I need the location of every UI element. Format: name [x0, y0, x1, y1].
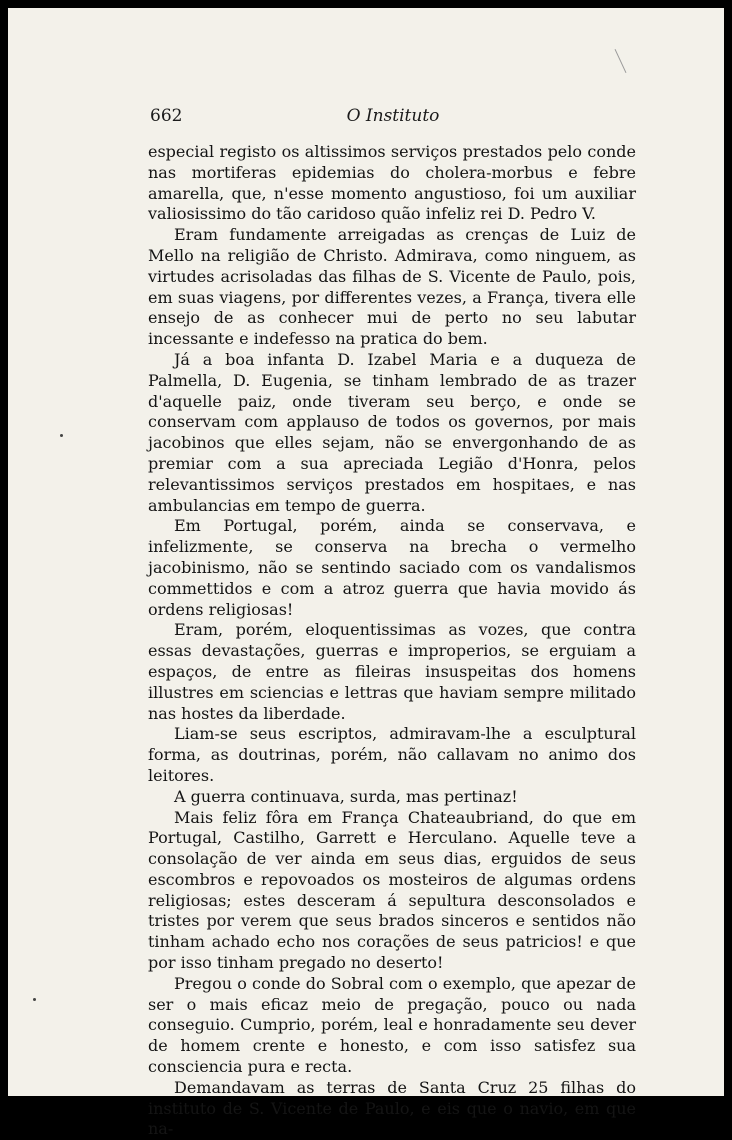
paragraph: especial registo os altissimos serviços prestados pelo conde nas mortiferas epidemias do cholera-morbus e febre amarella, que, n'esse momento angustioso, foi um auxiliar valiosissimo do tão caridoso quão infeliz rei D. Pedro V. [148, 142, 636, 224]
paragraph: Eram, porém, eloquentissimas as vozes, que contra essas devastações, guerras e improperios, se erguiam a espaços, de entre as fileiras insuspeitas dos homens illustres em sciencias e lettras que haviam sempre militado nas hostes da liberdade. [148, 620, 636, 723]
page-header [150, 106, 636, 130]
page-number: 662 [150, 106, 183, 126]
paragraph: Em Portugal, porém, ainda se conservava, e infelizmente, se conserva na brecha o vermelho jacobinismo, não se sentindo saciado com os vandalismos commettidos e com a atroz guerra que havia movido ás ordens religiosas! [148, 516, 636, 619]
paragraph: Já a boa infanta D. Izabel Maria e a duqueza de Palmella, D. Eugenia, se tinham lembrado de as trazer d'aquelle paiz, onde tiveram seu berço, e onde se conservam com applauso de todos os governos, por mais jacobinos que elles sejam, não se envergonhando de as premiar com a sua apreciada Legião d'Honra, pelos relevantissimos serviços prestados em hospitaes, e nas ambulancias em tempo de guerra. [148, 349, 636, 515]
paragraph: Liam-se seus escriptos, admiravam-lhe a esculptural forma, as doutrinas, porém, não callavam no animo dos leitores. [148, 724, 636, 785]
body-text [148, 142, 636, 1140]
paragraph: A guerra continuava, surda, mas pertinaz! [174, 786, 518, 806]
running-title: O Instituto [346, 106, 440, 126]
scan-speck [60, 434, 63, 437]
paragraph: Eram fundamente arreigadas as crenças de Luiz de Mello na religião de Christo. Admirava, como ninguem, as virtudes acrisoladas das filhas de S. Vicente de Paulo, pois, em suas viagens, por differentes vezes, a França, tivera elle ensejo de as conhecer mui de perto no seu labutar incessante e indefesso na pratica do bem. [148, 225, 636, 349]
scan-scratch [615, 49, 627, 73]
paragraph: Pregou o conde do Sobral com o exemplo, que apezar de ser o mais eficaz meio de pregação, pouco ou nada conseguio. Cumprio, porém, leal e honradamente seu dever de homem crente e honesto, e com isso satisfez sua consciencia pura e recta. [148, 973, 636, 1077]
paragraph: Demandavam as terras de Santa Cruz 25 filhas do instituto de S. Vicente de Paulo, e eis que o navio, em que na- [148, 1077, 636, 1139]
scan-speck [33, 998, 36, 1001]
scanned-page [8, 8, 724, 1139]
paragraph: Mais feliz fôra em França Chateaubriand, do que em Portugal, Castilho, Garrett e Herculano. Aquelle teve a consolação de ver ainda em seus dias, erguidos de seus escombros e repovoados os mosteiros de algumas ordens religiosas; estes desceram á sepultura desconsolados e tristes por verem que seus brados sinceros e sentidos não tinham achado echo nos corações de seus patricios! e que por isso tinham pregado no deserto! [148, 807, 636, 973]
